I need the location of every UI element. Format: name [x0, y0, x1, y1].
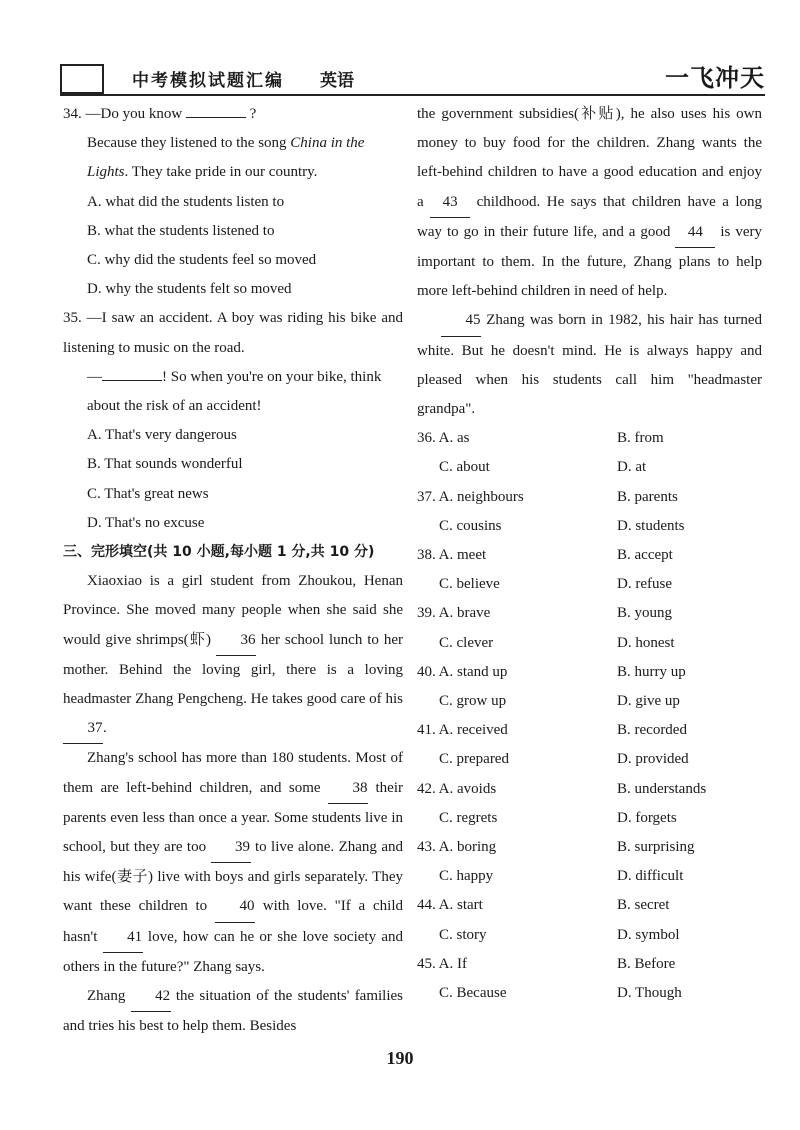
option: B. That sounds wonderful — [87, 456, 243, 473]
blank-42: 42 — [131, 982, 171, 1012]
left-column — [63, 100, 403, 1042]
option: C. why did the students feel so moved — [87, 252, 317, 269]
section-title: 三、完形填空(共 10 小题,每小题 1 分,共 10 分) — [63, 544, 375, 561]
option: B. what the students listened to — [87, 222, 275, 239]
blank-36: 36 — [216, 626, 256, 656]
option: A. That's very dangerous — [87, 427, 237, 444]
brand-logo: 一飞冲天 — [665, 64, 765, 92]
question-35: 35. —I saw an accident. A boy was riding his bike and listening to music on the road. — [63, 310, 403, 356]
passage-paragraph: 45 Zhang was born in 1982, his hair has turned white. But he doesn't mind. He is always happy and pleased when his students call him "headmaster grandpa". — [417, 306, 762, 424]
blank-44: 44 — [675, 218, 715, 248]
option-group-39: 39. A. brave B. young C. clever D. honest — [417, 605, 675, 651]
passage-paragraph: Xiaoxiao is a girl student from Zhoukou, Henan Province. She moved many people when she said she would give shrimps(虾) 36 her school lunch to her mother. Behind the loving girl, there is a loving headmaster Zhang Pengcheng. He takes good care of his 37. — [63, 567, 403, 744]
passage-paragraph: Zhang's school has more than 180 students. Most of them are left-behind children, and some 38 their parents even less than once a year. Some students live in school, but they are too 39 to live alone. Zhang and his wife(妻子) live with boys and girls separately. They want these children to 40 with love. "If a child hasn't 41 love, how can he or she love society and others in the future?" Zhang says. — [63, 750, 404, 975]
blank-38: 38 — [328, 774, 368, 804]
page-header — [60, 58, 765, 94]
page-number: 190 — [386, 1048, 414, 1068]
book-logo-icon — [60, 64, 104, 94]
option-group-36: 36. A. as B. from C. about D. at — [417, 430, 664, 476]
option: D. That's no excuse — [87, 514, 205, 531]
blank-40: 40 — [215, 892, 255, 922]
header-divider — [60, 94, 765, 96]
passage-paragraph: Zhang 42 the situation of the students' families and tries his best to help them. Besides — [63, 982, 403, 1041]
option-group-43: 43. A. boring B. surprising C. happy D. difficult — [417, 839, 695, 885]
option-group-37: 37. A. neighbours B. parents C. cousins D. students — [417, 488, 685, 534]
blank-41: 41 — [103, 923, 143, 953]
option-group-38: 38. A. meet B. accept C. believe D. refuse — [417, 547, 673, 593]
options-list — [417, 424, 762, 1008]
blank-45: 45 — [441, 306, 481, 336]
blank-37: 37 — [63, 714, 103, 744]
blank-39: 39 — [211, 833, 251, 863]
right-column — [417, 100, 762, 1008]
option-group-40: 40. A. stand up B. hurry up C. grow up D. give up — [417, 663, 686, 710]
option: C. That's great news — [87, 485, 209, 502]
answer-blank — [102, 380, 162, 381]
question-35-reply: — ! So when you're on your bike, think about the risk of an accident! — [87, 368, 382, 415]
option-group-45: 45. A. If B. Before C. Because D. Though — [417, 955, 682, 1002]
blank-43: 43 — [430, 188, 470, 218]
question-34-reply: Because they listened to the song China in the Lights. They take pride in our country. — [87, 135, 365, 181]
passage-paragraph: the government subsidies(补贴), he also uses his own money to buy food for the children. Zhang wants the left-behind children to have a good education and enjoy a 43 childhood. He says that children have a long way to go in their future life, and a good 44 is very important to them. In the future, Zhang plans to help more left-behind children in need of help. — [417, 106, 763, 300]
question-34: 34. —Do you know ? — [63, 106, 257, 122]
option-group-44: 44. A. start B. secret C. story D. symbol — [417, 897, 680, 943]
option: A. what did the students listen to — [87, 193, 285, 210]
series-title: 中考模拟试题汇编 — [132, 71, 284, 91]
subject-label: 英语 — [320, 71, 354, 91]
answer-blank — [186, 117, 246, 118]
option: D. why the students felt so moved — [87, 281, 292, 298]
option-group-42: 42. A. avoids B. understands C. regrets D. forgets — [417, 780, 707, 826]
option-group-41: 41. A. received B. recorded C. prepared D. provided — [417, 722, 689, 768]
